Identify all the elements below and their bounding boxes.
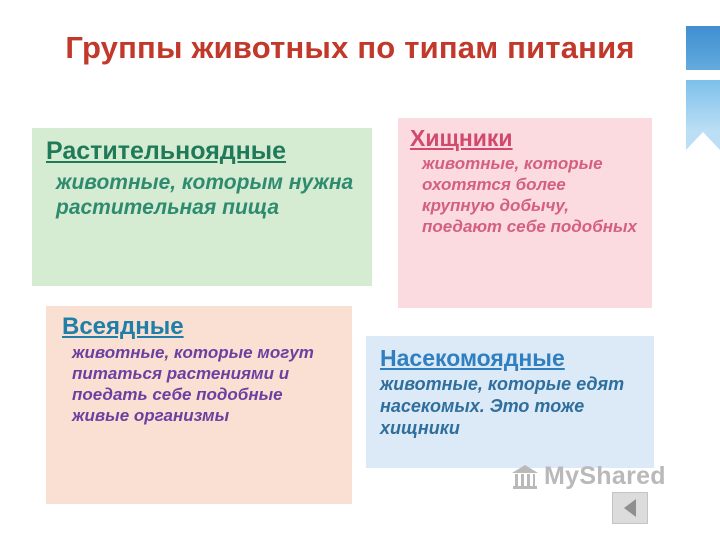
card-predators <box>398 118 652 308</box>
card-herbivores <box>32 128 372 286</box>
card-predators-heading: Хищники <box>410 125 513 151</box>
watermark <box>512 462 666 491</box>
card-omnivores <box>46 306 352 504</box>
card-insectivores <box>366 336 654 468</box>
ribbon-band-dark <box>686 26 720 70</box>
ribbon-band-light <box>686 80 720 132</box>
myshared-logo-icon <box>512 464 538 490</box>
card-omnivores-text: животные, которые могут питаться растениями и поедать себе подобные живые организмы <box>72 343 314 425</box>
card-herbivores-heading: Растительноядные <box>46 137 287 165</box>
watermark-label: MyShared <box>544 462 666 490</box>
card-insectivores-heading: Насекомоядные <box>380 345 565 371</box>
ribbon-band-gap <box>686 70 720 80</box>
previous-arrow-icon <box>624 499 636 517</box>
previous-slide-button[interactable] <box>612 492 648 524</box>
card-herbivores-text: животные, которым нужна растительная пища <box>56 170 354 220</box>
card-insectivores-text: животные, которые едят насекомых. Это тоже хищники <box>380 374 625 439</box>
card-predators-text: животные, которые охотятся более крупную добычу, поедают себе подобных <box>422 154 637 236</box>
ribbon-tail <box>686 132 720 150</box>
card-omnivores-heading: Всеядные <box>62 313 184 340</box>
corner-ribbon-decoration <box>686 26 720 152</box>
page-title: Группы животных по типам питания <box>65 30 635 65</box>
